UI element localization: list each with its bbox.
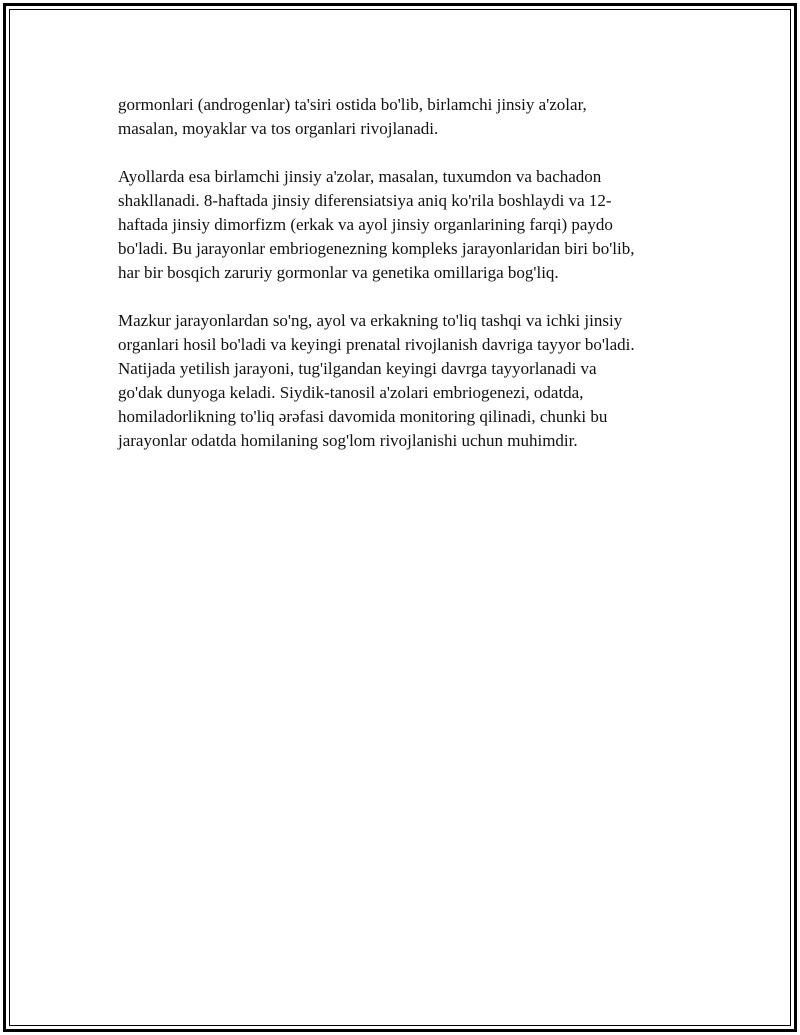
paragraph-3: Mazkur jarayonlardan so'ng, ayol va erkakning to'liq tashqi va ichki jinsiy organlari hosil bo'ladi va keyingi prenatal rivojlanish davriga tayyor bo'ladi. Natijada yetilish jarayoni, tug'ilgandan keyingi davrga tayyorlanadi va go'dak dunyoga keladi. Siydik-tanosil a'zolari embriogenezi, odatda, homiladorlikning to'liq ərəfasi davomida monitoring qilinadi, chunki bu jarayonlar odatda homilaning sog'lom rivojlanishi uchun muhimdir. [118,311,635,450]
paragraph-2: Ayollarda esa birlamchi jinsiy a'zolar, masalan, tuxumdon va bachadon shakllanadi. 8-haftada jinsiy diferensiatsiya aniq ko'rila boshlaydi va 12- haftada jinsiy dimorfizm (erkak va ayol jinsiy organlarining farqi) paydo bo'ladi. Bu jarayonlar embriogenezning kompleks jarayonlaridan biri bo'lib, har bir bosqich zaruriy gormonlar va genetika omillariga bog'liq. [118,167,635,282]
document-body [118,93,698,477]
paragraph-1: gormonlari (androgenlar) ta'siri ostida bo'lib, birlamchi jinsiy a'zolar, masalan, moyaklar va tos organlari rivojlanadi. [118,95,587,138]
